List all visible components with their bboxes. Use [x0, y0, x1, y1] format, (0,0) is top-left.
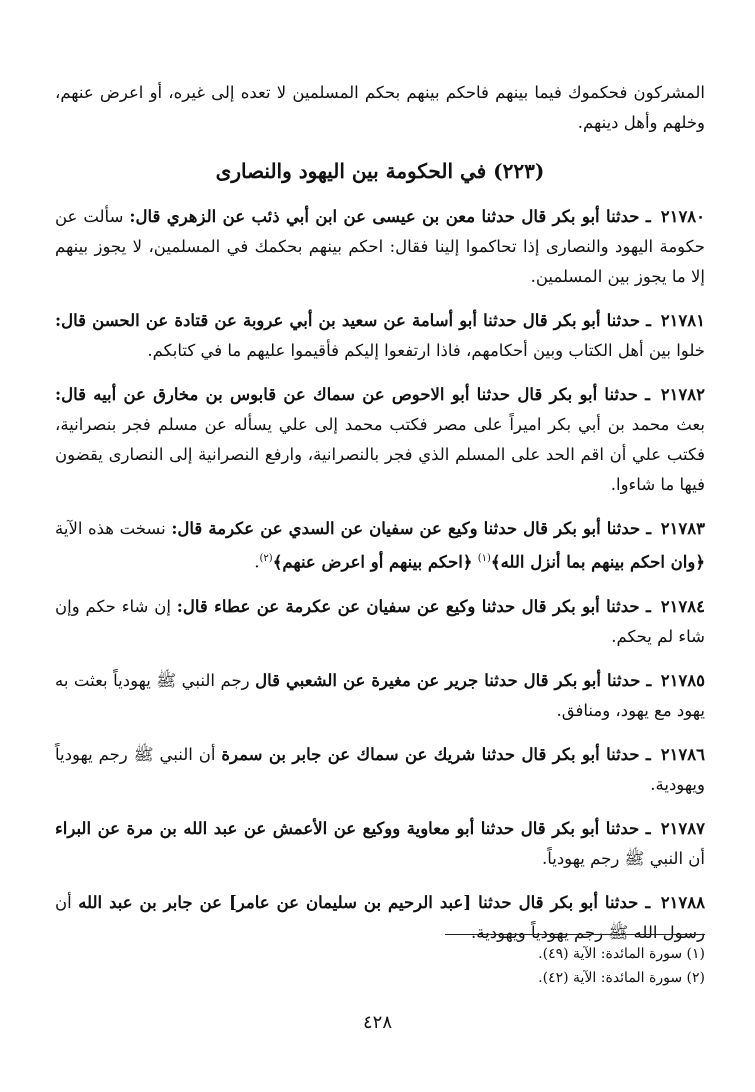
hadith-21783 — [55, 514, 705, 578]
hadith-number: ٢١٧٨٨ — [660, 892, 705, 912]
hadith-21787 — [55, 814, 705, 874]
hadith-chain: ـ حدثنا أبو بكر قال حدثنا معن بن عيسى عن ابن أبي ذئب عن الزهري قال: — [129, 207, 651, 226]
hadith-text: سألت عن حكومة اليهود والنصارى إذا تحاكموا إلينا فقال: احكم بينهم بحكمك في المسلمين، لا يجوز بينهم إلا ما يجوز بين المسلمين. — [55, 207, 705, 286]
hadith-chain: ـ حدثنا أبو بكر قال حدثنا أبو أسامة عن سعيد بن أبي عروبة عن قتادة عن الحسن قال: — [55, 311, 652, 330]
hadith-21780 — [55, 202, 705, 292]
hadith-number: ٢١٧٨٧ — [660, 818, 705, 838]
hadith-chain: ـ حدثنا أبو بكر قال حدثنا وكيع عن سفيان عن عكرمة عن عطاء قال: — [176, 596, 651, 616]
footnote-ref: (١) — [477, 553, 491, 564]
hadith-text: أن النبي ﷺ رجم يهودياً ويهودية. — [55, 744, 705, 794]
footnote-2: (٢) سورة المائدة: الآية (٤٢). — [538, 970, 705, 986]
hadith-chain: ـ حدثنا أبو بكر قال حدثنا وكيع عن سفيان عن السدي عن عكرمة قال: — [171, 519, 652, 538]
footnotes — [420, 942, 705, 990]
hadith-text: أن النبي ﷺ رجم يهودياً. — [541, 848, 705, 868]
quran-verse: ﴿وان احكم بينهم بما أنزل الله﴾ — [490, 552, 705, 572]
hadith-number: ٢١٧٨١ — [660, 311, 705, 330]
hadith-chain: ـ حدثنا أبو بكر قال حدثنا أبو معاوية ووكيع عن الأعمش عن عبد الله بن مرة عن البراء — [55, 818, 651, 838]
hadith-chain: ـ حدثنا أبو بكر قال حدثنا شريك عن سماك عن جابر بن سمرة — [221, 744, 651, 764]
hadith-chain: ـ حدثنا أبو بكر قال حدثنا [عبد الرحيم بن سليمان عن عامر] عن جابر بن عبد الله — [78, 892, 651, 912]
section-heading: (٢٢٣) في الحكومة بين اليهود والنصارى — [215, 159, 545, 183]
hadith-text: أن رسول الله ﷺ رجم يهودياً ويهودية. — [55, 892, 705, 942]
hadith-number: ٢١٧٨٢ — [660, 385, 705, 404]
quran-verse: ﴿احكم بينهم أو اعرض عنهم﴾ — [272, 552, 473, 572]
footnote-1: (١) سورة المائدة: الآية (٤٩). — [538, 946, 705, 962]
hadith-number: ٢١٧٨٤ — [660, 596, 705, 616]
hadith-text: إن شاء حكم وإن شاء لم يحكم. — [55, 596, 705, 646]
hadith-21782 — [55, 380, 705, 500]
hadith-chain: ـ حدثنا أبو بكر قال حدثنا جرير عن مغيرة عن الشعبي قال — [255, 670, 652, 690]
hadith-text: خلوا بين أهل الكتاب وبين أحكامهم، فاذا ارتفعوا إليكم فأقيموا عليهم ما في كتابكم. — [147, 341, 705, 360]
hadith-number: ٢١٧٨٥ — [660, 670, 706, 690]
hadith-21785 — [55, 666, 705, 726]
hadith-text: رجم النبي ﷺ يهودياً بعثت به يهود مع يهود، ومنافق. — [55, 670, 705, 720]
hadith-21781 — [55, 306, 705, 366]
hadith-chain: ـ حدثنا أبو بكر قال حدثنا أبو الاحوص عن سماك عن قابوس بن مخارق عن أبيه قال: — [55, 385, 650, 404]
intro-paragraph: المشركون فحكموك فيما بينهم فاحكم بينهم بحكم المسلمين لا تعده إلى غيره، أو اعرض عنهم، وخلهم وأهل دينهم. — [55, 83, 705, 132]
hadith-21788 — [55, 888, 705, 948]
footnote-ref: (٢) — [259, 553, 273, 564]
hadith-number: ٢١٧٨٦ — [660, 744, 705, 764]
page-number: ٤٢٨ — [362, 1012, 392, 1033]
footnote-divider — [445, 934, 705, 935]
hadith-number: ٢١٧٨٠ — [660, 207, 706, 226]
hadith-21784 — [55, 592, 705, 652]
hadith-21786 — [55, 740, 705, 800]
page-body — [55, 78, 705, 962]
hadith-number: ٢١٧٨٣ — [660, 519, 705, 538]
hadith-text: بعث محمد بن أبي بكر اميراً على مصر فكتب محمد إلى علي يسأله عن مسلم فجر بنصرانية، فكتب علي أن اقم الحد على المسلم الذي فجر بالنصرانية، وارفع النصرانية إلى النصارى يقضون فيها ما شاءوا. — [55, 415, 705, 494]
hadith-tail: . — [254, 552, 260, 572]
hadith-text: نسخت هذه الآية — [55, 519, 166, 538]
